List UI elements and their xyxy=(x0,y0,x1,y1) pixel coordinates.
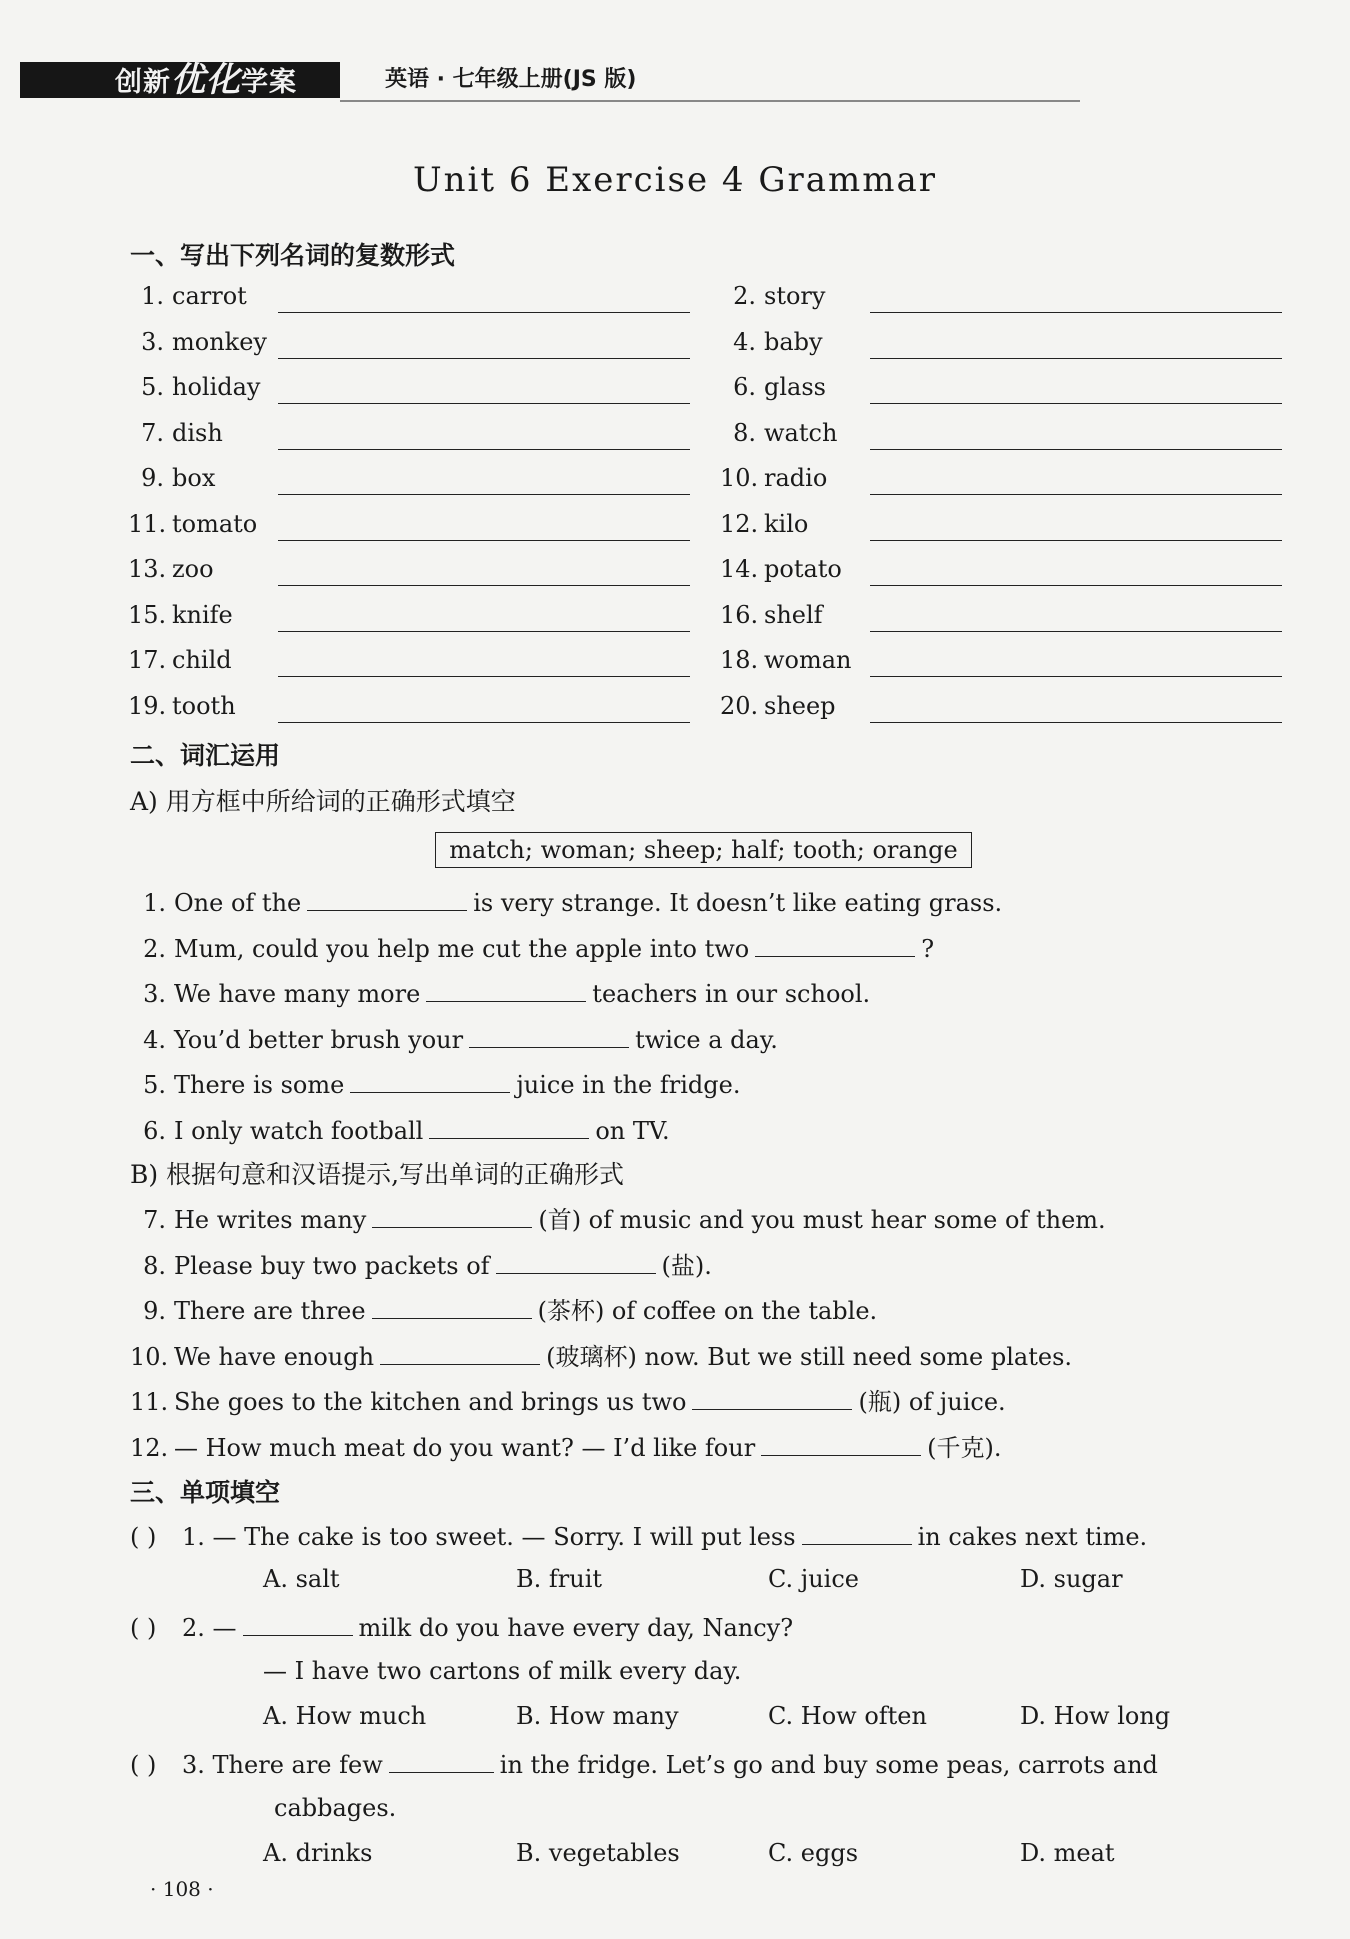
item-number: 17. xyxy=(128,646,167,674)
sentence-after: (首) of music and you must hear some of them. xyxy=(538,1206,1106,1234)
answer-blank[interactable] xyxy=(278,540,690,541)
sentence-after: twice a day. xyxy=(635,1025,778,1054)
sentence-before: You’d better brush your xyxy=(174,1025,464,1054)
answer-blank[interactable] xyxy=(870,585,1282,586)
item-word: holiday xyxy=(172,373,261,401)
item-word: story xyxy=(764,282,826,310)
q1-option-c[interactable]: C. juice xyxy=(768,1565,859,1593)
item-number: 8. xyxy=(143,1251,166,1280)
answer-blank[interactable] xyxy=(278,358,690,359)
item-word: box xyxy=(172,464,216,492)
plural-item xyxy=(128,690,236,722)
plural-item xyxy=(128,280,247,312)
answer-blank[interactable] xyxy=(870,722,1282,723)
item-number: 11. xyxy=(128,509,167,538)
question-text: — xyxy=(212,1614,237,1642)
section3-heading: 三、单项填空 xyxy=(130,1478,281,1507)
sentence-before: I only watch football xyxy=(174,1116,424,1145)
plural-item xyxy=(128,553,214,585)
item-word: zoo xyxy=(172,555,214,583)
mc-question-3 xyxy=(130,1746,1158,1780)
item-number: 3. xyxy=(141,327,164,356)
mc-question-2 xyxy=(130,1609,793,1643)
plural-item xyxy=(720,462,827,494)
sentence-after: (千克). xyxy=(927,1433,1002,1462)
answer-blank[interactable] xyxy=(278,449,690,450)
q3-option-b[interactable]: B. vegetables xyxy=(516,1839,680,1867)
fill-sentence xyxy=(130,1247,712,1281)
answer-blank[interactable] xyxy=(870,676,1282,677)
sentence-before: She goes to the kitchen and brings us two xyxy=(174,1388,687,1416)
brand-part-b: 优化 xyxy=(171,60,241,100)
answer-paren[interactable]: ( ) xyxy=(130,1751,157,1779)
sentence-before: We have enough xyxy=(174,1342,375,1371)
sentence-after: on TV. xyxy=(595,1116,670,1145)
item-number: 7. xyxy=(143,1206,166,1234)
plural-item xyxy=(128,417,223,449)
plural-item xyxy=(128,644,232,676)
plural-item xyxy=(720,690,836,722)
fill-sentence xyxy=(130,1021,778,1055)
sentence-after: (茶杯) of coffee on the table. xyxy=(537,1297,878,1325)
question-number: 3. xyxy=(182,1751,205,1779)
plural-item xyxy=(720,280,825,312)
item-number: 12. xyxy=(720,509,759,538)
sentence-after: (玻璃杯) now. But we still need some plates. xyxy=(546,1342,1073,1371)
fill-sentence xyxy=(130,1429,1002,1463)
sentence-before: Mum, could you help me cut the apple into two xyxy=(174,934,750,963)
item-number: 18. xyxy=(720,646,759,674)
item-number: 6. xyxy=(733,373,756,401)
answer-blank[interactable] xyxy=(870,449,1282,450)
q2-reply: — I have two cartons of milk every day. xyxy=(263,1657,742,1685)
item-word: dish xyxy=(172,418,223,447)
q1-option-b[interactable]: B. fruit xyxy=(516,1565,603,1593)
item-number: 4. xyxy=(143,1025,166,1054)
sentence-after: is very strange. It doesn’t like eating grass. xyxy=(473,889,1003,917)
plural-item xyxy=(128,371,261,403)
sentence-before: There are three xyxy=(174,1297,366,1325)
section2-heading: 二、词汇运用 xyxy=(130,741,281,770)
item-word: kilo xyxy=(764,509,809,538)
item-number: 7. xyxy=(141,418,164,447)
plural-item xyxy=(720,644,852,676)
item-number: 1. xyxy=(143,889,166,917)
answer-blank[interactable] xyxy=(278,676,690,677)
partA-instruction: A) 用方框中所给词的正确形式填空 xyxy=(130,787,516,816)
fill-sentence xyxy=(130,1292,877,1326)
item-number: 4. xyxy=(733,327,756,356)
plural-item xyxy=(128,326,267,358)
answer-blank[interactable] xyxy=(243,1609,353,1636)
section1-heading: 一、写出下列名词的复数形式 xyxy=(130,241,456,270)
header-brand xyxy=(115,62,297,98)
answer-blank[interactable] xyxy=(469,1021,629,1048)
item-number: 14. xyxy=(720,555,759,583)
answer-blank[interactable] xyxy=(870,358,1282,359)
book-title: 英语 · 七年级上册(JS 版) xyxy=(385,67,637,92)
fill-sentence xyxy=(130,1066,740,1100)
fill-sentence xyxy=(130,1201,1106,1235)
question-number: 1. xyxy=(182,1523,205,1551)
item-word: knife xyxy=(172,600,233,629)
item-word: shelf xyxy=(764,600,823,629)
item-number: 19. xyxy=(128,691,167,720)
q3-option-a[interactable]: A. drinks xyxy=(263,1839,373,1867)
plural-item xyxy=(720,371,826,403)
item-word: child xyxy=(172,646,232,674)
fill-sentence xyxy=(130,930,934,964)
q3-option-d[interactable]: D. meat xyxy=(1020,1839,1115,1867)
q1-option-a[interactable]: A. salt xyxy=(263,1565,340,1593)
question-text: There are few xyxy=(212,1751,383,1779)
item-word: sheep xyxy=(764,691,836,720)
answer-blank[interactable] xyxy=(278,631,690,632)
question-text-after: in cakes next time. xyxy=(917,1523,1148,1551)
plural-item xyxy=(720,553,842,585)
item-number: 16. xyxy=(720,600,759,629)
item-word: glass xyxy=(764,373,826,401)
answer-blank[interactable] xyxy=(372,1292,532,1319)
item-number: 9. xyxy=(141,464,164,492)
fill-sentence xyxy=(130,1112,670,1146)
item-number: 5. xyxy=(141,373,164,401)
item-word: monkey xyxy=(172,327,267,356)
answer-blank[interactable] xyxy=(870,312,1282,313)
sentence-after: (瓶) of juice. xyxy=(858,1388,1006,1416)
item-word: watch xyxy=(764,418,838,447)
fill-sentence xyxy=(130,975,870,1009)
sentence-before: Please buy two packets of xyxy=(174,1251,490,1280)
sentence-after: (盐). xyxy=(661,1251,712,1280)
sentence-after: teachers in our school. xyxy=(592,980,871,1008)
answer-blank[interactable] xyxy=(278,585,690,586)
sentence-before: There is some xyxy=(174,1071,345,1099)
item-word: baby xyxy=(764,327,823,356)
fill-sentence xyxy=(130,1338,1072,1372)
answer-blank[interactable] xyxy=(278,494,690,495)
brand-part-a: 创新 xyxy=(115,67,171,98)
answer-blank[interactable] xyxy=(429,1112,589,1139)
q1-option-d[interactable]: D. sugar xyxy=(1020,1565,1123,1593)
plural-item xyxy=(720,326,823,358)
item-number: 3. xyxy=(143,980,166,1008)
sentence-before: — How much meat do you want? — I’d like four xyxy=(174,1433,756,1462)
q3-option-c[interactable]: C. eggs xyxy=(768,1839,859,1867)
answer-blank[interactable] xyxy=(870,494,1282,495)
q2-option-d[interactable]: D. How long xyxy=(1020,1702,1171,1730)
answer-paren[interactable]: ( ) xyxy=(130,1523,157,1551)
sentence-after: ? xyxy=(921,934,935,963)
fill-sentence xyxy=(130,884,1002,918)
page-number: · 108 · xyxy=(150,1877,214,1901)
answer-blank[interactable] xyxy=(389,1746,494,1773)
answer-blank[interactable] xyxy=(426,975,586,1002)
plural-item xyxy=(720,417,837,449)
item-number: 8. xyxy=(733,418,756,447)
page-title: Unit 6 Exercise 4 Grammar xyxy=(412,160,938,200)
item-number: 2. xyxy=(733,282,756,310)
item-word: tomato xyxy=(172,509,258,538)
sentence-before: He writes many xyxy=(174,1206,367,1234)
sentence-before: One of the xyxy=(174,889,302,917)
item-word: tooth xyxy=(172,691,236,720)
plural-item xyxy=(128,599,233,631)
answer-blank[interactable] xyxy=(755,930,915,957)
brand-part-c: 学案 xyxy=(241,67,297,98)
answer-paren[interactable]: ( ) xyxy=(130,1614,157,1642)
answer-blank[interactable] xyxy=(496,1247,656,1274)
answer-blank[interactable] xyxy=(350,1066,510,1093)
sentence-before: We have many more xyxy=(174,980,421,1008)
item-number: 13. xyxy=(128,555,167,583)
answer-blank[interactable] xyxy=(802,1518,912,1545)
word-box: match; woman; sheep; half; tooth; orange xyxy=(435,832,972,868)
item-word: carrot xyxy=(172,282,247,310)
question-number: 2. xyxy=(182,1614,205,1642)
item-number: 1. xyxy=(141,282,164,310)
item-number: 6. xyxy=(143,1116,166,1145)
answer-blank[interactable] xyxy=(692,1383,852,1410)
q2-option-b[interactable]: B. How many xyxy=(516,1702,679,1730)
item-word: woman xyxy=(764,646,852,674)
answer-blank[interactable] xyxy=(372,1201,532,1228)
q2-option-a[interactable]: A. How much xyxy=(263,1702,427,1730)
question-text-after: in the fridge. Let’s go and buy some peas, carrots and xyxy=(499,1751,1158,1779)
plural-item xyxy=(720,599,823,631)
item-number: 12. xyxy=(130,1433,169,1462)
answer-blank[interactable] xyxy=(307,884,467,911)
question-text: — The cake is too sweet. — Sorry. I will put less xyxy=(212,1523,796,1551)
item-number: 20. xyxy=(720,691,759,720)
answer-blank[interactable] xyxy=(870,540,1282,541)
fill-sentence xyxy=(130,1383,1006,1417)
item-word: radio xyxy=(764,464,828,492)
answer-blank[interactable] xyxy=(278,403,690,404)
item-number: 10. xyxy=(130,1342,169,1371)
plural-item xyxy=(128,462,215,494)
answer-blank[interactable] xyxy=(870,403,1282,404)
item-number: 9. xyxy=(143,1297,166,1325)
mc-question-1 xyxy=(130,1518,1147,1552)
answer-blank[interactable] xyxy=(278,312,690,313)
item-number: 5. xyxy=(143,1071,166,1099)
item-number: 11. xyxy=(130,1388,169,1416)
question-text-after: milk do you have every day, Nancy? xyxy=(358,1614,794,1642)
plural-item xyxy=(128,508,257,540)
answer-blank[interactable] xyxy=(380,1338,540,1365)
answer-blank[interactable] xyxy=(761,1429,921,1456)
answer-blank[interactable] xyxy=(278,722,690,723)
q2-option-c[interactable]: C. How often xyxy=(768,1702,927,1730)
plural-item xyxy=(720,508,808,540)
header-rule xyxy=(340,100,1080,102)
item-word: potato xyxy=(764,555,842,583)
q3-continuation: cabbages. xyxy=(274,1794,397,1822)
partB-instruction: B) 根据句意和汉语提示,写出单词的正确形式 xyxy=(130,1160,625,1189)
item-number: 10. xyxy=(720,464,759,492)
item-number: 15. xyxy=(128,600,167,629)
answer-blank[interactable] xyxy=(870,631,1282,632)
sentence-after: juice in the fridge. xyxy=(516,1071,741,1099)
item-number: 2. xyxy=(143,934,166,963)
